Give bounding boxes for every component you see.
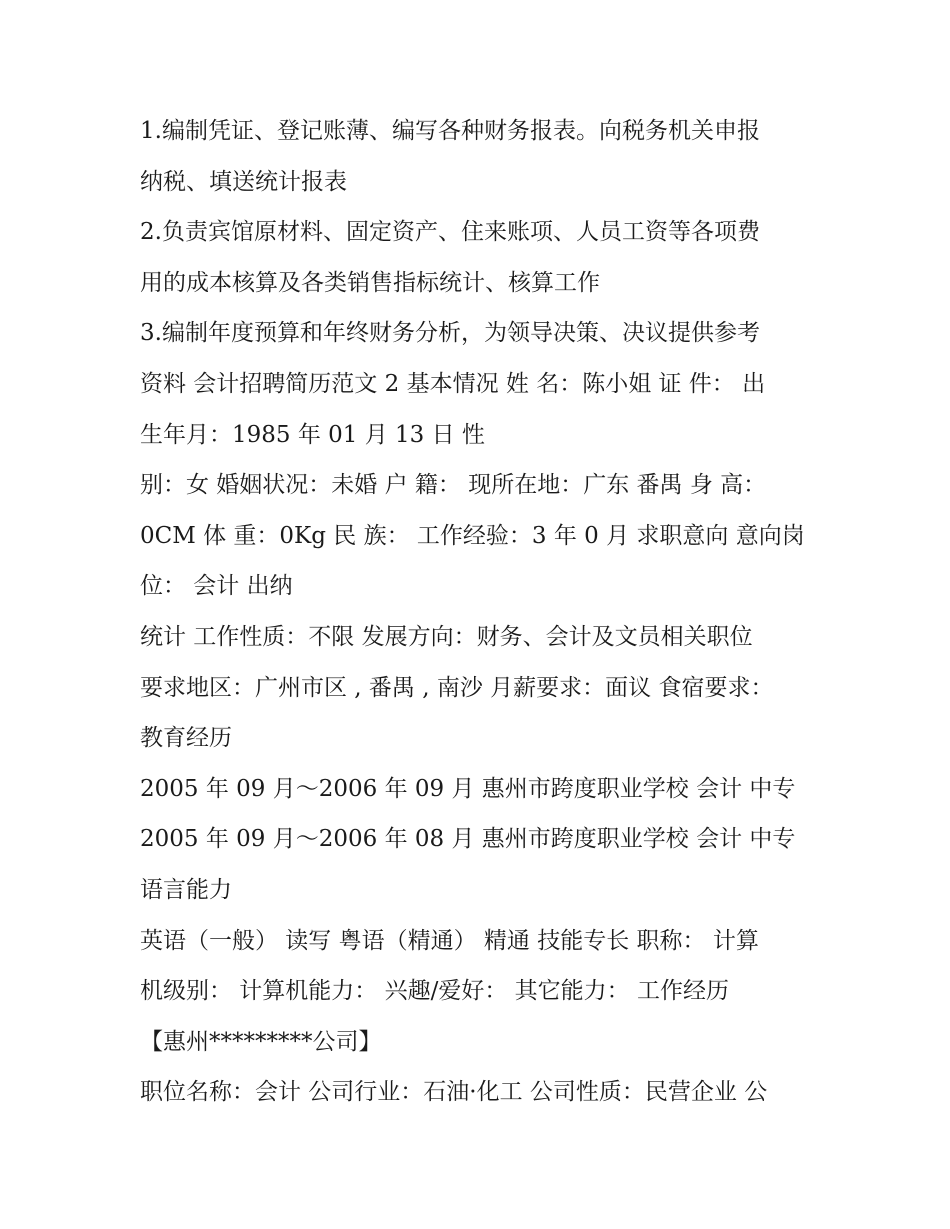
text-line: 机级别： 计算机能力： 兴趣/爱好： 其它能力： 工作经历 xyxy=(140,978,729,1005)
text-line: 2.负责宾馆原材料、固定资产、住来账项、人员工资等各项费 xyxy=(140,219,760,246)
text-line: 资料 会计招聘简历范文 2 基本情况 姓 名：陈小姐 证 件： 出 xyxy=(140,370,766,397)
text-line: 统计 工作性质：不限 发展方向：财务、会计及文员相关职位 xyxy=(140,623,753,650)
section-heading: 语言能力 xyxy=(140,876,232,903)
document-body xyxy=(140,106,820,1118)
text-line: 英语（一般） 读写 粤语（精通） 精通 技能专长 职称： 计算 xyxy=(140,927,759,954)
text-line: 生年月：1985 年 01 月 13 日 性 xyxy=(140,421,485,448)
text-line: 纳税、填送统计报表 xyxy=(140,168,347,195)
text-line: 1.编制凭证、登记账薄、编写各种财务报表。向税务机关申报 xyxy=(140,118,760,144)
company-heading: 【惠州*********公司】 xyxy=(140,1028,382,1055)
section-heading: 教育经历 xyxy=(140,725,232,752)
text-line: 2005 年 09 月～2006 年 08 月 惠州市跨度职业学校 会计 中专 xyxy=(140,826,796,853)
text-line: 3.编制年度预算和年终财务分析，为领导决策、决议提供参考 xyxy=(140,320,760,347)
text-line: 位： 会计 出纳 xyxy=(140,573,293,600)
text-line: 2005 年 09 月～2006 年 09 月 惠州市跨度职业学校 会计 中专 xyxy=(140,775,796,802)
text-line: 要求地区：广州市区 , 番禺 , 南沙 月薪要求：面议 食宿要求： xyxy=(140,674,774,701)
text-line: 别：女 婚姻状况：未婚 户 籍： 现所在地：广东 番禺 身 高： xyxy=(140,472,767,499)
text-line: 用的成本核算及各类销售指标统计、核算工作 xyxy=(140,269,600,296)
text-line: 0CM 体 重：0Kg 民 族： 工作经验：3 年 0 月 求职意向 意向岗 xyxy=(140,522,805,549)
text-line: 职位名称：会计 公司行业：石油·化工 公司性质：民营企业 公 xyxy=(140,1079,768,1106)
